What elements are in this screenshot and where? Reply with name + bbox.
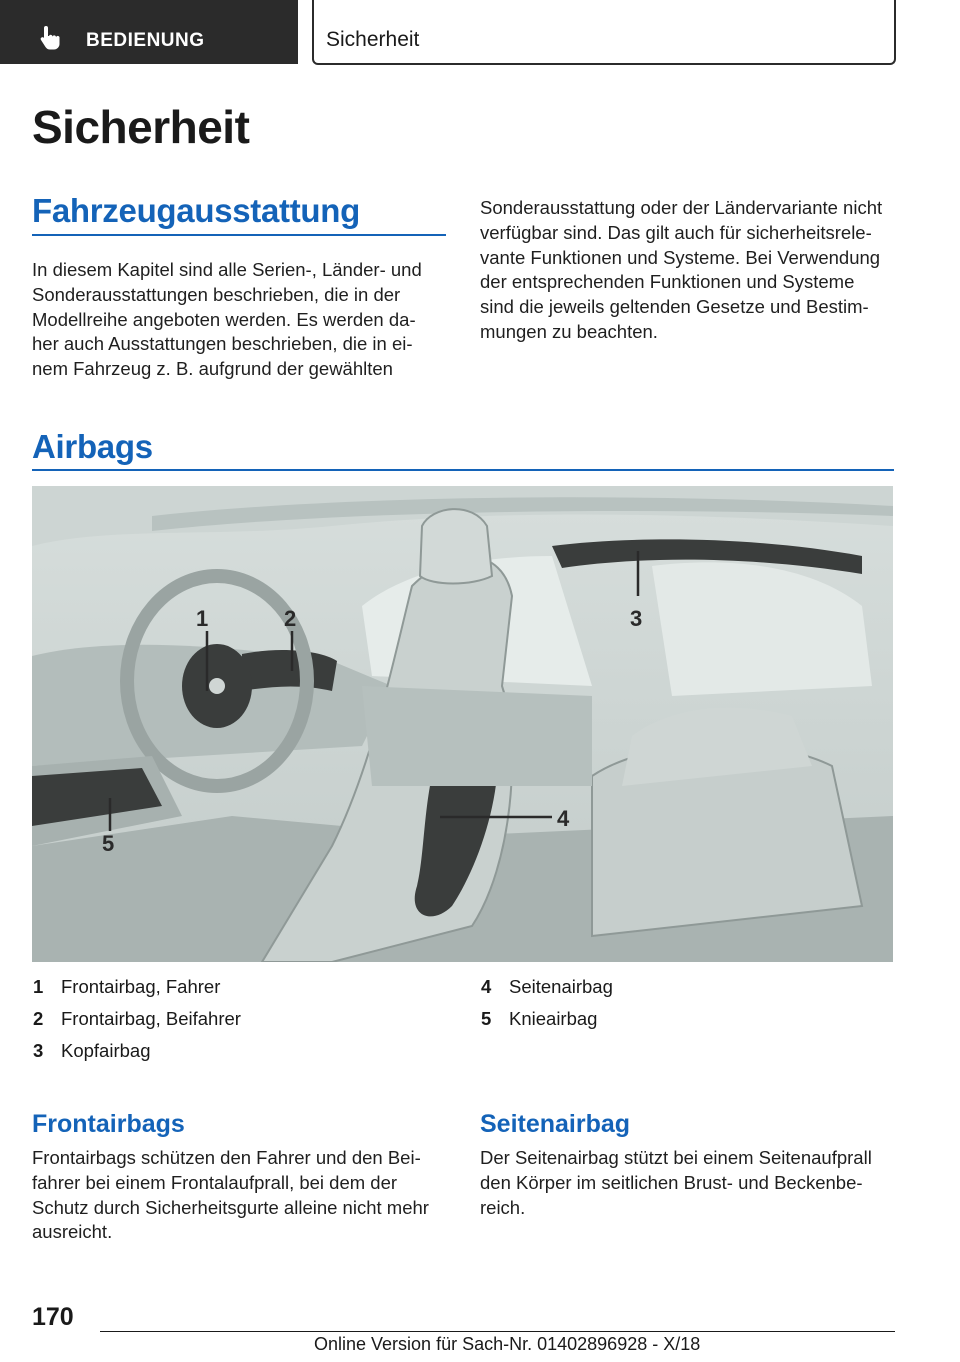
fahrzeug-text-col1 — [32, 258, 422, 382]
frontairbags-text — [32, 1146, 429, 1245]
fahrzeug-text-col2 — [480, 196, 882, 345]
legend-label: Frontairbag, Beifahrer — [61, 1008, 241, 1029]
text-line: Schutz durch Sicherheitsgurte alleine nicht mehr — [32, 1196, 429, 1218]
legend-item — [33, 971, 241, 1003]
legend-number: 3 — [33, 1040, 44, 1061]
legend-item — [33, 1035, 241, 1067]
text-line: den Körper im seitlichen Brust- und Beckenbe- — [480, 1171, 863, 1193]
text-line: fahrer bei einem Frontalaufprall, bei dem der — [32, 1171, 398, 1193]
legend-item — [481, 1003, 613, 1035]
text-line: Der Seitenairbag stützt bei einem Seitenaufprall — [480, 1147, 872, 1168]
text-line: nem Fahrzeug z. B. aufgrund der gewählten — [32, 358, 393, 380]
legend-label: Kopfairbag — [61, 1040, 151, 1061]
text-line: Sonderausstattungen beschrieben, die in der — [32, 283, 401, 305]
heading-rule — [32, 469, 894, 471]
heading-rule — [32, 234, 446, 236]
callout-4: 4 — [557, 806, 570, 831]
seitenairbag-text — [480, 1146, 872, 1220]
text-line: vante Funktionen und Systeme. Bei Verwendung — [480, 246, 881, 268]
legend-label: Frontairbag, Fahrer — [61, 976, 221, 997]
text-line: In diesem Kapitel sind alle Serien-, Länder- und — [32, 259, 422, 280]
page-title: Sicherheit — [32, 101, 250, 153]
footer-rule — [100, 1331, 895, 1332]
text-line: her auch Ausstattungen beschrieben, die in ei- — [32, 333, 413, 355]
text-line: reich. — [480, 1196, 526, 1218]
text-line: ausreicht. — [32, 1221, 113, 1243]
legend-number: 4 — [481, 976, 492, 997]
heading-fahrzeugausstattung: Fahrzeugausstattung — [32, 192, 360, 229]
text-line: verfügbar sind. Das gilt auch für sicherheitsrele- — [480, 221, 872, 243]
heading-frontairbags: Frontairbags — [32, 1110, 185, 1138]
callout-2: 2 — [284, 606, 297, 631]
section-label: Sicherheit — [326, 28, 420, 51]
legend-item — [33, 1003, 241, 1035]
text-line: mungen zu beachten. — [480, 320, 658, 342]
text-line: der entsprechenden Funktionen und Systeme — [480, 271, 855, 293]
page-number: 170 — [32, 1303, 74, 1331]
text-line: Modellreihe angeboten werden. Es werden da- — [32, 308, 416, 330]
legend-label: Knieairbag — [509, 1008, 598, 1029]
heading-seitenairbag: Seitenairbag — [480, 1110, 631, 1138]
legend-item — [481, 971, 613, 1003]
text-line: sind die jeweils geltenden Gesetze und Bestim- — [480, 296, 869, 318]
legend-right — [481, 971, 613, 1035]
car-interior-drawing — [32, 486, 893, 962]
text-line: Frontairbags schützen den Fahrer und den Bei- — [32, 1147, 421, 1168]
hand-pointer-icon — [38, 26, 60, 50]
section-tab — [312, 0, 896, 65]
callout-3: 3 — [630, 606, 643, 631]
legend-number: 2 — [33, 1008, 44, 1029]
text-line: Sonderausstattung oder der Ländervariante nicht — [480, 197, 883, 218]
legend-label: Seitenairbag — [509, 976, 613, 997]
chapter-label: BEDIENUNG — [86, 30, 205, 51]
legend-left — [33, 971, 241, 1067]
footer-version-text: Online Version für Sach-Nr. 01402896928 - X/18 — [314, 1334, 701, 1354]
chapter-tab[interactable] — [0, 0, 298, 64]
legend-number: 1 — [33, 976, 44, 997]
airbag-illustration — [32, 486, 893, 962]
callout-5: 5 — [102, 831, 115, 856]
legend-number: 5 — [481, 1008, 492, 1029]
heading-airbags: Airbags — [32, 428, 153, 465]
callout-1: 1 — [196, 606, 209, 631]
